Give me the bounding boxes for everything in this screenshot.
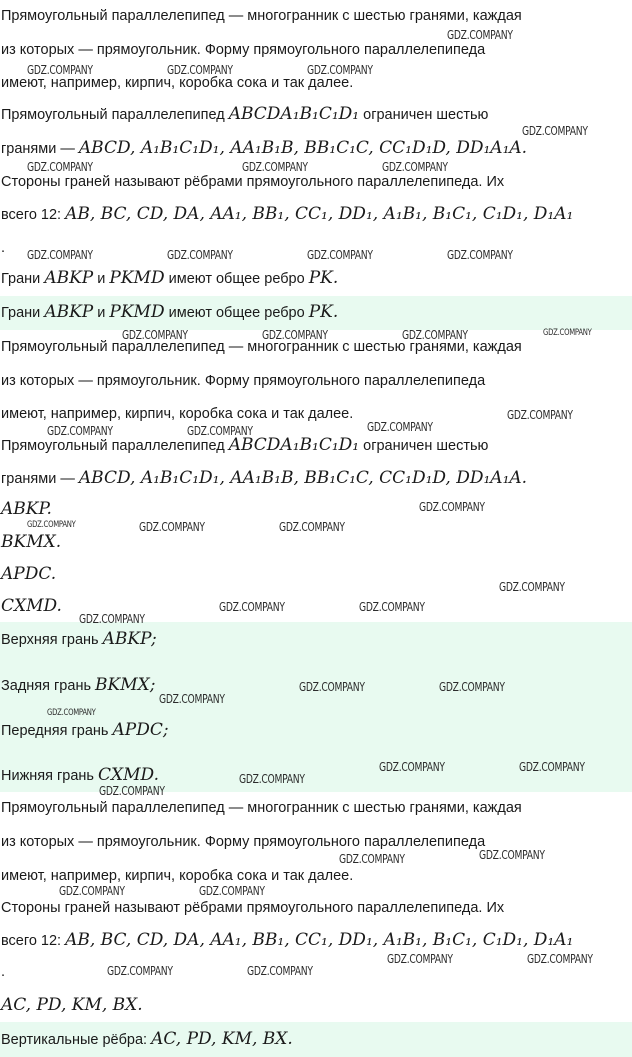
paragraph-line: Прямоугольный параллелепипед — многогранник с шестью гранями, каждая xyxy=(1,8,522,24)
watermark: GDZ.COMPANY xyxy=(439,680,505,694)
math-formula: ABCD, A₁B₁C₁D₁, AA₁B₁B, BB₁C₁C, CC₁D₁D, DD₁A₁A. xyxy=(78,468,528,488)
text-span: Прямоугольный параллелепипед xyxy=(1,438,225,454)
watermark: GDZ.COMPANY xyxy=(382,160,448,174)
watermark: GDZ.COMPANY xyxy=(519,760,585,774)
watermark: GDZ.COMPANY xyxy=(27,160,93,174)
paragraph-line: из которых — прямоугольник. Форму прямоугольного параллелепипеда xyxy=(1,42,486,58)
watermark: GDZ.COMPANY xyxy=(359,600,425,614)
math-formula: PKMD xyxy=(109,302,165,322)
watermark: GDZ.COMPANY xyxy=(307,248,373,262)
watermark: GDZ.COMPANY xyxy=(27,248,93,262)
watermark: GDZ.COMPANY xyxy=(79,612,145,626)
text-span: Верхняя грань xyxy=(1,632,99,648)
watermark: GDZ.COMPANY xyxy=(419,500,485,514)
watermark: GDZ.COMPANY xyxy=(387,952,453,966)
paragraph-line xyxy=(0,468,632,489)
text-span: ограничен шестью xyxy=(363,438,489,454)
text-span: всего 12: xyxy=(1,207,62,223)
text-span: Прямоугольный параллелепипед xyxy=(1,107,225,123)
watermark: GDZ.COMPANY xyxy=(199,884,265,898)
math-formula: PK. xyxy=(308,268,339,288)
watermark: GDZ.COMPANY xyxy=(47,708,96,718)
watermark: GDZ.COMPANY xyxy=(99,784,165,798)
watermark: GDZ.COMPANY xyxy=(159,692,225,706)
watermark: GDZ.COMPANY xyxy=(47,424,113,438)
watermark: GDZ.COMPANY xyxy=(279,520,345,534)
math-formula: CXMD. xyxy=(98,765,159,785)
text-span: гранями — xyxy=(1,471,75,487)
math-formula: ABCDA₁B₁C₁D₁ xyxy=(228,435,360,455)
text-span: Грани xyxy=(1,271,41,287)
watermark: GDZ.COMPANY xyxy=(307,63,373,77)
watermark: GDZ.COMPANY xyxy=(167,248,233,262)
watermark: GDZ.COMPANY xyxy=(219,600,285,614)
text-span: Вертикальные рёбра: xyxy=(1,1032,148,1048)
text-span: гранями — xyxy=(1,141,75,157)
watermark: GDZ.COMPANY xyxy=(262,328,328,342)
watermark: GDZ.COMPANY xyxy=(299,680,365,694)
paragraph-line xyxy=(0,138,632,159)
answer-line xyxy=(0,1029,632,1050)
paragraph-line xyxy=(0,268,632,289)
paragraph-line xyxy=(0,104,632,125)
watermark: GDZ.COMPANY xyxy=(367,420,433,434)
watermark: GDZ.COMPANY xyxy=(27,520,76,530)
watermark: GDZ.COMPANY xyxy=(402,328,468,342)
period: . xyxy=(1,240,6,256)
paragraph-line: из которых — прямоугольник. Форму прямоугольного параллелепипеда xyxy=(1,373,486,389)
watermark: GDZ.COMPANY xyxy=(27,63,93,77)
math-formula: APDC; xyxy=(112,720,169,740)
math-formula: AB, BC, CD, DA, AA₁, BB₁, CC₁, DD₁, A₁B₁, B₁C₁, C₁D₁, D₁A₁ xyxy=(65,930,574,950)
paragraph-line: Прямоугольный параллелепипед — многогранник с шестью гранями, каждая xyxy=(1,800,522,816)
text-span: Задняя грань xyxy=(1,678,92,694)
paragraph-line: из которых — прямоугольник. Форму прямоугольного параллелепипеда xyxy=(1,834,486,850)
watermark: GDZ.COMPANY xyxy=(447,28,513,42)
math-formula: ABCD, A₁B₁C₁D₁, AA₁B₁B, BB₁C₁C, CC₁D₁D, DD₁A₁A. xyxy=(78,138,528,158)
watermark: GDZ.COMPANY xyxy=(339,852,405,866)
answer-line xyxy=(0,629,632,650)
watermark: GDZ.COMPANY xyxy=(242,160,308,174)
text-span: имеют общее ребро xyxy=(168,271,305,287)
paragraph-line: имеют, например, кирпич, коробка сока и так далее. xyxy=(1,75,354,91)
text-span: Передняя грань xyxy=(1,723,109,739)
watermark: GDZ.COMPANY xyxy=(543,328,592,338)
face-label: CXMD. xyxy=(1,596,62,616)
face-label: APDC. xyxy=(1,564,57,584)
paragraph-line: Прямоугольный параллелепипед — многогранник с шестью гранями, каждая xyxy=(1,339,522,355)
face-label: ABKP. xyxy=(1,499,52,519)
math-formula: PK. xyxy=(308,302,339,322)
math-formula: ABKP; xyxy=(102,629,157,649)
watermark: GDZ.COMPANY xyxy=(499,580,565,594)
watermark: GDZ.COMPANY xyxy=(379,760,445,774)
watermark: GDZ.COMPANY xyxy=(107,964,173,978)
edge-list: AC, PD, KM, BX. xyxy=(1,995,143,1015)
math-formula: ABKP xyxy=(44,302,94,322)
text-span: и xyxy=(97,271,106,287)
watermark: GDZ.COMPANY xyxy=(247,964,313,978)
watermark: GDZ.COMPANY xyxy=(507,408,573,422)
paragraph-line: Стороны граней называют рёбрами прямоугольного параллелепипеда. Их xyxy=(1,900,505,916)
watermark: GDZ.COMPANY xyxy=(187,424,253,438)
watermark: GDZ.COMPANY xyxy=(139,520,205,534)
paragraph-line xyxy=(0,435,632,456)
watermark: GDZ.COMPANY xyxy=(239,772,305,786)
watermark: GDZ.COMPANY xyxy=(447,248,513,262)
face-label: BKMX. xyxy=(1,532,62,552)
text-span: и xyxy=(97,305,106,321)
watermark: GDZ.COMPANY xyxy=(479,848,545,862)
math-formula: AB, BC, CD, DA, AA₁, BB₁, CC₁, DD₁, A₁B₁, B₁C₁, C₁D₁, D₁A₁ xyxy=(65,204,574,224)
paragraph-line xyxy=(0,930,632,951)
paragraph-line: Стороны граней называют рёбрами прямоугольного параллелепипеда. Их xyxy=(1,174,505,190)
text-span: ограничен шестью xyxy=(363,107,489,123)
watermark: GDZ.COMPANY xyxy=(527,952,593,966)
paragraph-line: имеют, например, кирпич, коробка сока и так далее. xyxy=(1,406,354,422)
math-formula: PKMD xyxy=(109,268,165,288)
answer-line xyxy=(0,302,632,323)
text-span: Грани xyxy=(1,305,41,321)
paragraph-line: имеют, например, кирпич, коробка сока и так далее. xyxy=(1,868,354,884)
text-span: всего 12: xyxy=(1,933,62,949)
math-formula: BKMX; xyxy=(95,675,156,695)
watermark: GDZ.COMPANY xyxy=(59,884,125,898)
watermark: GDZ.COMPANY xyxy=(522,124,588,138)
math-formula: ABKP xyxy=(44,268,94,288)
watermark: GDZ.COMPANY xyxy=(122,328,188,342)
period: . xyxy=(1,964,6,980)
text-span: Нижняя грань xyxy=(1,768,94,784)
text-span: имеют общее ребро xyxy=(168,305,305,321)
answer-line xyxy=(0,720,632,741)
watermark: GDZ.COMPANY xyxy=(167,63,233,77)
math-formula: AC, PD, KM, BX. xyxy=(151,1029,293,1049)
math-formula: ABCDA₁B₁C₁D₁ xyxy=(228,104,360,124)
paragraph-line xyxy=(0,204,632,225)
